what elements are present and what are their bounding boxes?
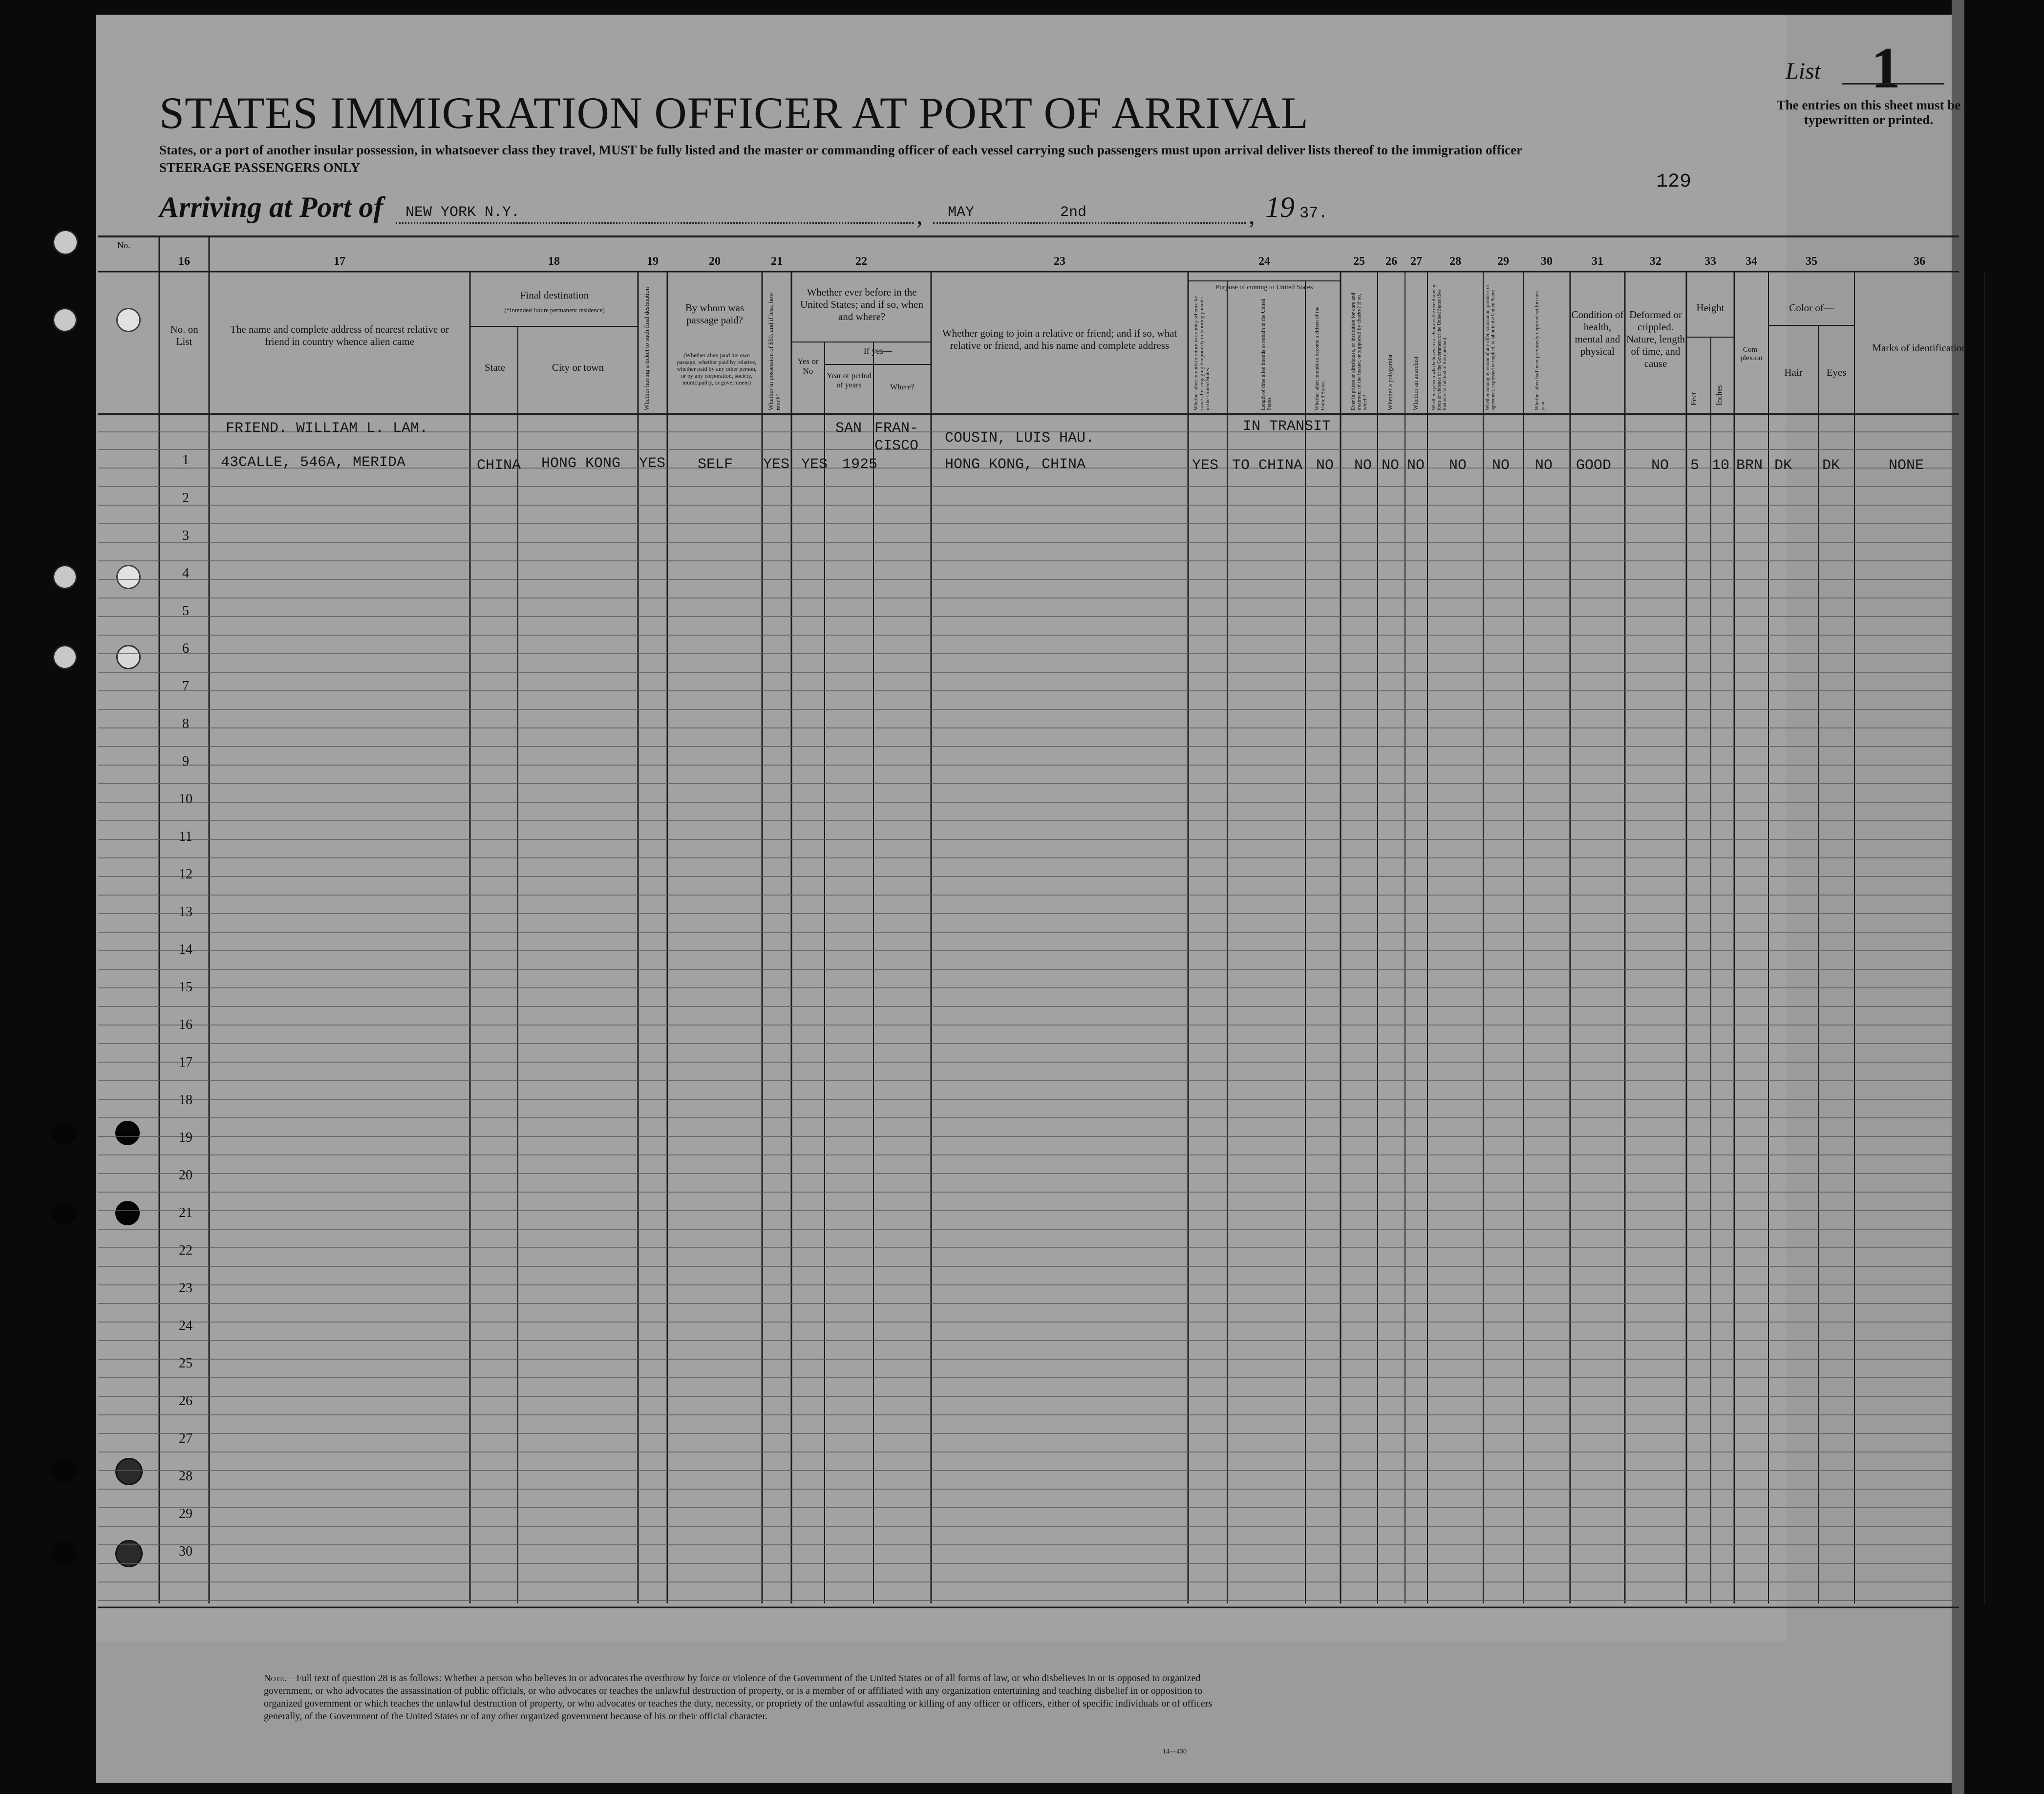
list-number: 1 [1871,35,1900,100]
eyes-value: DK [1822,457,1840,474]
row-number: 4 [182,566,189,581]
port-value: NEW YORK N.Y. [405,204,520,221]
list-note: The entries on this sheet must be typewritten or printed. [1776,98,1961,127]
height-header: Height [1696,302,1725,314]
deformed-value: NO [1651,457,1669,474]
col-num: 31 [1592,255,1603,268]
form-title: STATES IMMIGRATION OFFICER AT PORT OF ARRIVAL [159,88,1309,138]
fifty-value: YES [763,456,790,473]
hair-header: Hair [1784,366,1803,378]
relative-address: 43CALLE, 546A, MERIDA [221,454,406,471]
polygamist-value: NO [1382,457,1400,474]
yes-no-header: Yes or No [797,357,819,376]
row-number: 22 [179,1243,192,1258]
complexion-value: BRN [1736,457,1763,474]
hair-value: DK [1774,457,1792,474]
year-prefix: 19 [1265,191,1295,223]
overthrow-value: NO [1449,457,1467,474]
col-num: 25 [1353,255,1365,268]
health-value: GOOD [1576,457,1612,474]
state-value: CHINA [477,457,521,474]
deported-value: NO [1535,457,1553,474]
month-value: MAY [948,204,975,221]
deformed-header: Deformed or crippled. Nature, length of time, and cause [1626,309,1685,369]
before-year-value: 1925 [842,456,878,473]
year-period-header: Year or period of years [827,372,872,389]
col-num: 17 [334,255,345,268]
join-value-2: HONG KONG, CHINA [945,456,1086,473]
row-number: 5 [182,603,189,619]
col-num: 29 [1497,255,1509,268]
col-num: 21 [771,255,783,268]
offer-header: Whether coming by reason of any offer, solicitation, promise, or agreement, expressed or implied, to labor in the United States [1485,284,1496,410]
join-value-1: COUSIN, LUIS HAU. [945,430,1095,447]
col-num: 28 [1449,255,1461,268]
row-number: 14 [179,942,192,957]
form-subtitle: States, or a port of another insular possession, in whatsoever class they travel, MUST be fully listed and the master or commanding officer of each vessel carrying such passengers must upon arrival deliver lists thereof to the immigration officer [159,143,1523,157]
if-yes-header: If yes— [863,346,893,356]
final-destination-header: Final destination [520,289,589,301]
row-number: 8 [182,716,189,731]
marks-value: NONE [1889,457,1924,474]
prison-value: NO [1354,457,1372,474]
row-number: 1 [182,452,189,468]
col-num: 33 [1704,255,1716,268]
row-number: 26 [179,1393,192,1409]
col-num: 23 [1054,255,1065,268]
row-number: 12 [179,867,192,882]
row-number: 11 [179,829,192,844]
year-suffix: 37. [1299,204,1328,222]
length-value: TO CHINA [1232,457,1303,474]
row-number: 19 [179,1130,192,1145]
row-number: 15 [179,980,192,995]
page-number: 129 [1656,171,1692,193]
complexion-header: Com-plexion [1740,346,1763,362]
feet-value: 5 [1690,457,1700,474]
footnote [264,1672,1231,1723]
state-header: State [485,362,505,373]
no-label: No. [117,240,130,250]
footnote-label: Note. [264,1673,287,1684]
row-number: 30 [179,1544,192,1559]
relative-address-header: The name and complete address of nearest relative or friend in country whence alien came [230,323,449,347]
purpose-citizen-header: Whether alien intends to become a citizen of the United States [1314,306,1326,410]
row-number: 29 [179,1506,192,1521]
anarchist-value: NO [1407,457,1425,474]
col-num: 24 [1258,255,1270,268]
col-num: 20 [709,255,721,268]
in-transit-value: IN TRANSIT [1243,418,1331,435]
citizen-value: NO [1316,457,1334,474]
row-number: 17 [179,1055,192,1070]
list-label: List [1786,58,1821,84]
fifty-dollars-header: Whether in possession of $50, and if less, how much? [767,292,782,410]
polygamist-header: Whether a polygamist [1386,354,1394,410]
row-number: 23 [179,1281,192,1296]
steerage-label: STEERAGE PASSENGERS ONLY [159,160,361,175]
ticket-value: YES [639,455,666,472]
col-num: 19 [647,255,659,268]
day-value: 2nd [1060,204,1087,221]
where-header: Where? [890,383,915,391]
col-num: 35 [1806,255,1817,268]
row-number: 13 [179,904,192,919]
where-value-2: FRAN- [874,420,919,437]
row-number: 7 [182,679,189,694]
before-yes-value: YES [801,456,828,473]
col-num: 16 [178,255,190,268]
col-num: 32 [1650,255,1661,268]
where-value-1: SAN [835,420,862,437]
col-num: 22 [855,255,867,268]
feet-header: Feet [1690,392,1698,406]
row-number: 24 [179,1318,192,1333]
inches-value: 10 [1712,457,1730,474]
marks-header: Marks of identification [1872,342,1967,354]
row-number: 3 [182,528,189,543]
row-number: 10 [179,791,192,807]
row-number: 6 [182,641,189,656]
col-num: 36 [1914,255,1925,268]
arriving-label: Arriving at Port of [159,191,383,223]
col-num: 30 [1541,255,1553,268]
col-num: 34 [1746,255,1757,268]
return-value: YES [1192,457,1219,474]
row-number: 9 [182,754,189,769]
purpose-header: Purpose of coming to United States [1215,284,1313,291]
deported-header: Whether alien had been previously deported within one year [1534,291,1546,410]
row-number: 2 [182,491,189,506]
footnote-text: —Full text of question 28 is as follows: Whether a person who believes in or advocates the overthrow by force or violence of the Government of the United States or of all forms of law, or who disbelieves in or is opposed to organized government, or who advocates the assassination of public officials, or who advocates or teaches the unlawful destruction of property, or is a member of or affiliated with any organization entertaining and teaching disbelief in or opposition to organized government or which teaches the unlawful destruction of property, or who advocates or teaches the duty, necessity, or propriety of the unlawful assaulting or killing of any officer or officers, either of specific individuals or of officers generally, of the Government of the United States or of any other organized government because of his or their official character. [264,1673,1213,1722]
row-number: 21 [179,1205,192,1220]
col-num: 18 [548,255,560,268]
purpose-length-header: Length of time alien intends to remain in the United States [1260,299,1272,410]
row-number: 16 [179,1017,192,1032]
final-destination-note: (*Intended future permanent residence) [504,306,605,314]
no-on-list-header: No. on List [170,323,198,347]
form-code: 14—430 [1163,1748,1187,1755]
col-num: 26 [1385,255,1397,268]
anarchist-header: Whether an anarchist [1412,356,1419,410]
row-number: 20 [179,1168,192,1183]
eyes-header: Eyes [1826,366,1847,378]
color-of-header: Color of— [1789,302,1834,314]
where-value-3: CISCO [874,438,919,454]
row-number: 18 [179,1092,192,1108]
passage-value: SELF [698,456,733,473]
prison-header: Ever in prison or almshouse, or institution for care and treatment of the insane, or supported by charity? If so, which? [1350,293,1368,410]
city-header: City or town [552,362,604,373]
row-number: 25 [179,1356,192,1371]
health-header: Condition of health, mental and physical [1571,309,1624,357]
col-num: 27 [1410,255,1422,268]
comma-1: , [916,202,923,229]
passage-paid-header: By whom was passage paid? [685,302,745,326]
join-relative-header: Whether going to join a relative or friend; and if so, what relative or friend, and his name and complete address [942,327,1177,351]
overthrow-header: Whether a person who believes in or advocates the overthrow by force or violence of the Government of the United States (See footnote for full text of this question) [1431,283,1448,410]
relative-name: FRIEND. WILLIAM L. LAM. [226,420,428,437]
offer-value: NO [1492,457,1510,474]
passage-note: (Whether alien paid his own passage, whether paid by relative, whether paid by any other person, or by any corporation, society, municipality, or government) [677,352,757,386]
purpose-return-header: Whether alien intends to return to country whence he came after engaging temporarily in laboring pursuits in the United States [1193,296,1211,410]
before-us-header: Whether ever before in the United States; and if so, when and where? [800,286,923,322]
city-value: HONG KONG [541,455,621,472]
comma-2: , [1249,202,1255,229]
row-number: 27 [179,1431,192,1446]
ticket-header: Whether having a ticket to such final destination [643,287,650,410]
row-number: 28 [179,1469,192,1484]
inches-header: Inches [1715,385,1724,406]
